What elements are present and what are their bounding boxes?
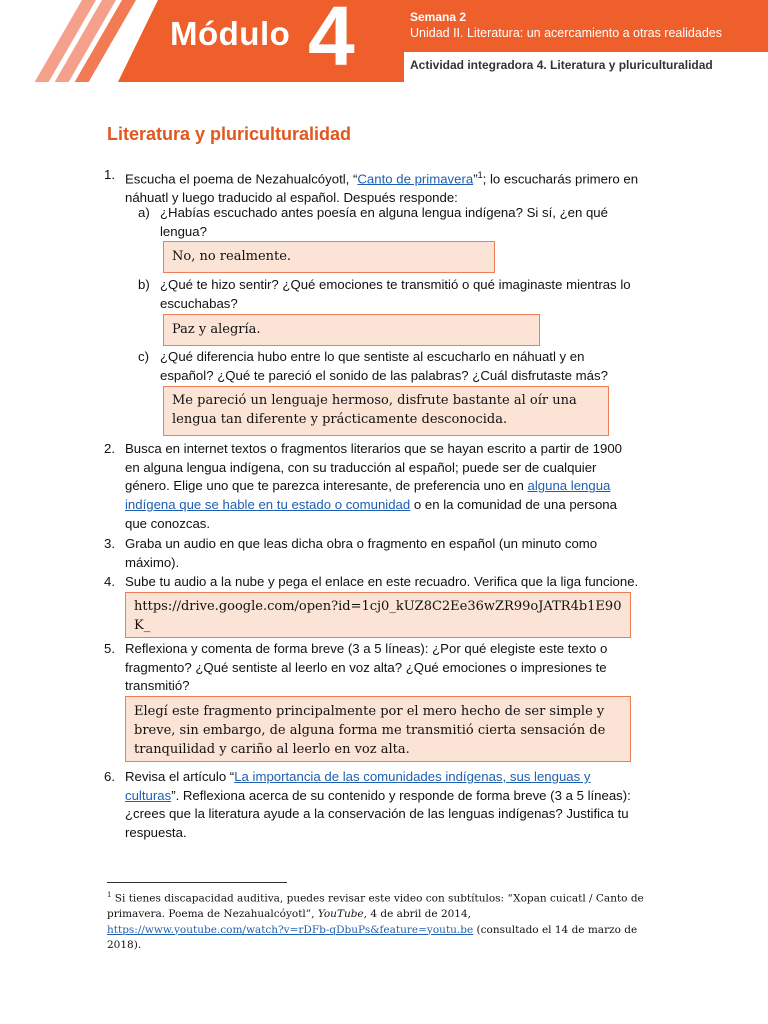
question-line: respuesta. (125, 825, 187, 841)
question-line: que conozcas. (125, 515, 211, 531)
question-line: Sube tu audio a la nube y pega el enlace en este recuadro. Verifica que la liga funcione. (125, 574, 639, 589)
answer-text: No, no realmente. (172, 249, 292, 264)
question-line: Reflexiona y comenta de forma breve (3 a 5 líneas): ¿Por qué elegiste este texto o (125, 641, 608, 656)
activity-label: Actividad integradora 4. Literatura y pluriculturalidad (410, 58, 713, 72)
question-line (125, 768, 685, 787)
text: Si tienes discapacidad auditiva, puedes revisar este video con subtítulos: “Xopan cuicatl / Canto de (111, 892, 644, 905)
question-line: lengua? (160, 223, 207, 239)
sub-item-label: a) (138, 205, 150, 220)
question-line: ¿Qué diferencia hubo entre lo que sentiste al escucharlo en náhuatl y en (160, 349, 585, 364)
text: ” (473, 171, 478, 187)
answer-text: lengua tan diferente y prácticamente desconocida. (172, 412, 508, 427)
answer-text: Elegí este fragmento principalmente por el mero hecho de ser simple y (134, 704, 605, 719)
item-number: 5. (104, 641, 115, 656)
text: ”. Reflexiona acerca de su contenido y responde de forma breve (3 a 5 líneas): (171, 787, 631, 803)
answer-1c[interactable] (163, 386, 609, 436)
footnote-ref: 1 (477, 170, 483, 180)
answer-5[interactable] (125, 696, 631, 762)
text: Revisa el artículo “ (125, 769, 235, 784)
answer-4-link-box[interactable] (125, 592, 631, 638)
text: Escucha el poema de Nezahualcóyotl, “ (125, 171, 358, 187)
question-1 (125, 166, 685, 208)
item-number: 4. (104, 574, 115, 589)
page-title: Literatura y pluriculturalidad (107, 124, 352, 144)
question-3 (125, 535, 685, 572)
indigenous-language-link[interactable]: indígena que se hable en tu estado o comunidad (125, 497, 411, 513)
question-2 (125, 440, 685, 534)
question-line: transmitió? (125, 678, 190, 694)
question-1c (160, 348, 680, 385)
question-line (125, 496, 685, 515)
footnote (107, 888, 647, 954)
question-line: escuchabas? (160, 295, 238, 311)
question-line: Graba un audio en que leas dicha obra o fragmento en español (un minuto como (125, 536, 598, 551)
question-line: fragmento? ¿Qué sentiste al leerlo en voz alta? ¿Qué emociones o impresiones te (125, 659, 607, 675)
question-line: máximo). (125, 554, 180, 570)
unit-label: Unidad II. Literatura: un acercamiento a otras realidades (410, 26, 722, 40)
answer-1b[interactable] (163, 314, 540, 346)
module-banner (0, 0, 768, 82)
question-line: ¿Habías escuchado antes poesía en alguna lengua indígena? Si sí, ¿en qué (160, 205, 608, 220)
footnote-line: 2018). (107, 939, 142, 951)
week-label: Semana 2 (410, 10, 467, 24)
footnote-mark: 1 (107, 891, 112, 899)
text: YouTube (317, 908, 364, 920)
text: , 4 de abril de 2014, (363, 908, 472, 920)
module-label: Módulo (170, 15, 291, 52)
sub-item-label: c) (138, 349, 149, 364)
article-link[interactable]: culturas (125, 787, 172, 803)
canto-de-primavera-link[interactable]: Canto de primavera (357, 171, 474, 187)
question-1-line: náhuatl y luego traducido al español. Después responde: (125, 190, 458, 206)
question-line: ¿Qué te hizo sentir? ¿Qué emociones te transmitió o qué imaginaste mientras lo (160, 277, 631, 292)
answer-1a[interactable] (163, 241, 495, 273)
text: primavera. Poema de Nezahualcóyotl”, (107, 908, 318, 920)
item-number: 6. (104, 769, 115, 784)
sub-item-label: b) (138, 277, 150, 292)
question-5 (125, 640, 685, 696)
text: (consultado el 14 de marzo de (473, 923, 638, 936)
question-4 (125, 573, 705, 592)
answer-text: K_ (134, 618, 151, 633)
text: ; lo escucharás primero en (482, 171, 639, 187)
text: género. Elige uno que te parezca interesante, de preferencia uno en (125, 478, 528, 494)
answer-text: tranquilidad y cariño al leerlo en voz alta. (134, 742, 410, 757)
question-1b (160, 276, 680, 313)
question-1-line (125, 166, 685, 189)
footnote-line (107, 907, 647, 923)
footnote-line (107, 923, 647, 939)
youtube-link[interactable]: https://www.youtube.com/watch?v=rDFb-qDbuPs&feature=youtu.be (107, 923, 474, 936)
indigenous-language-link[interactable]: alguna lengua (527, 478, 611, 494)
item-number: 1. (104, 167, 115, 182)
question-line (125, 787, 685, 806)
module-number: 4 (308, 0, 355, 83)
answer-text: https://drive.google.com/open?id=1cj0_kUZ8C2Ee36wZR99oJATR4b1E90 (134, 599, 622, 614)
answer-text: breve, sin embargo, de alguna forma me transmitió cierta sensación de (134, 723, 606, 738)
question-6 (125, 768, 685, 843)
text: o en la comunidad de una persona (410, 497, 617, 513)
item-number: 2. (104, 441, 115, 456)
question-line: Busca en internet textos o fragmentos literarios que se hayan escrito a partir de 1900 (125, 441, 623, 456)
question-line (125, 477, 685, 496)
question-line: español? ¿Qué te pareció el sonido de las palabras? ¿Cuál disfrutaste más? (160, 367, 608, 383)
answer-text: Paz y alegría. (172, 322, 261, 337)
question-1a (160, 204, 660, 241)
question-line: ¿crees que la literatura ayude a la conservación de las lenguas indígenas? Justifica tu (125, 806, 629, 822)
item-number: 3. (104, 536, 115, 551)
answer-text: Me pareció un lenguaje hermoso, disfrute bastante al oír una (172, 393, 577, 408)
question-line: en alguna lengua indígena, con su traducción al español; puede ser de cualquier (125, 459, 597, 475)
article-link[interactable]: La importancia de las comunidades indígenas, sus lenguas y (234, 769, 591, 784)
footnote-divider (107, 882, 287, 883)
footnote-line (107, 888, 647, 907)
